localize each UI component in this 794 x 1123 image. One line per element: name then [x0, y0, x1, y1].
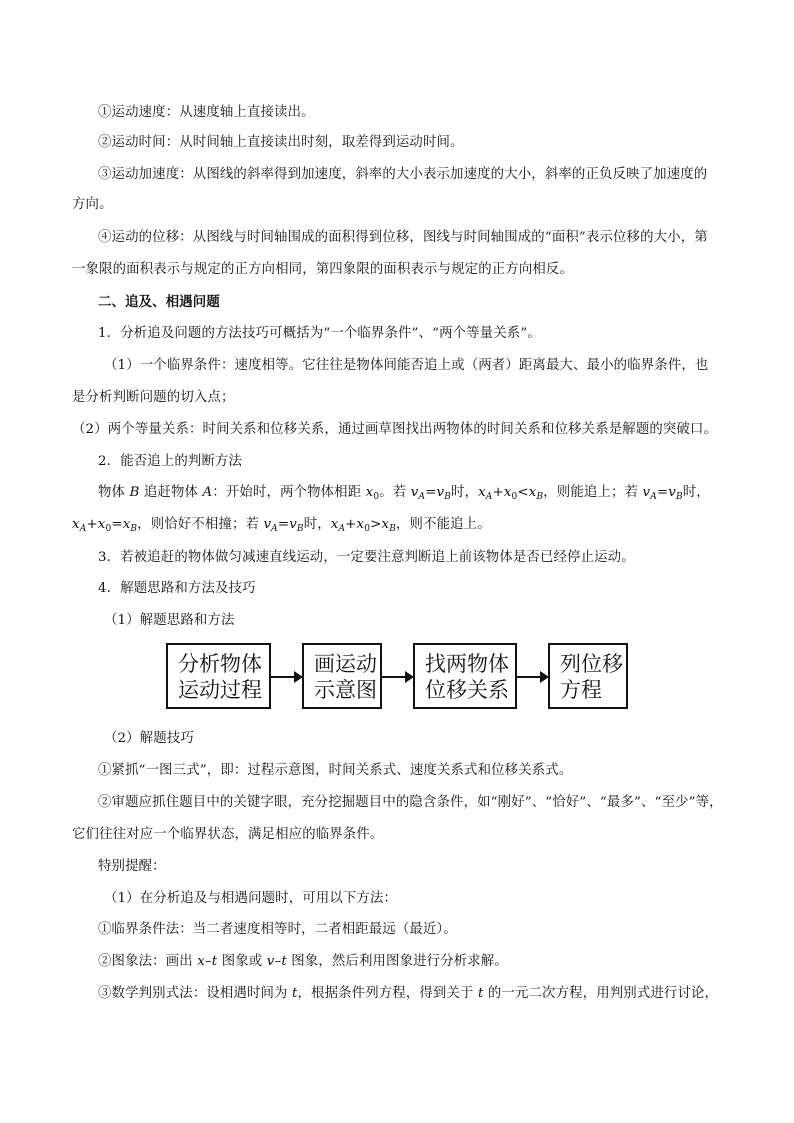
section-heading: 二、追及、相遇问题 — [98, 294, 220, 310]
flow-box-text-line2: 位移关系 — [425, 678, 509, 702]
flow-box-text-line2: 示意图 — [314, 678, 377, 702]
flow-box-text-line1: 画运动 — [314, 652, 377, 676]
special-tip-heading: 特别提醒： — [98, 859, 166, 874]
item-3: 3．若被追赶的物体做匀减速直线运动，一定要注意判断追上前该物体是否已经停止运动。 — [98, 550, 635, 565]
flow-arrow-1 — [271, 676, 301, 678]
item-4: 4．解题思路和方法及技巧 — [98, 581, 256, 596]
chase-condition-line1: 物体 B 追赶物体 A：开始时，两个物体相距 $x_0$。若 $v_A=v_B$时，$x_A+x_0<x_B$，则能追上；若 $v_A=v_B$时， — [98, 485, 710, 502]
flow-box-text-line2: 运动过程 — [178, 678, 262, 702]
item-2: 2．能否追上的判断方法 — [98, 454, 243, 469]
paragraph-acceleration-line2: 方向。 — [72, 197, 113, 212]
item-1-1-line2: 是分析判断问题的切入点； — [72, 390, 235, 405]
tip-1: （1）在分析追及与相遇问题时，可用以下方法： — [104, 891, 398, 906]
paragraph-displacement-line2: 一象限的面积表示与规定的正方向相同，第四象限的面积表示与规定的正方向相反。 — [72, 262, 574, 277]
item-4-2: （2）解题技巧 — [104, 731, 194, 746]
flow-box-text-line1: 分析物体 — [178, 652, 262, 676]
method-graph: ②图象法：画出 x–t 图象或 v–t 图象，然后利用图象进行分析求解。 — [98, 954, 508, 969]
method-critical: ①临界条件法：当二者速度相等时，二者相距最远（最近）。 — [98, 922, 457, 937]
flow-box-text-line1: 找两物体 — [425, 652, 509, 676]
flow-box-analyze-motion — [166, 643, 271, 709]
method-discriminant: ③数学判别式法：设相遇时间为 t，根据条件列方程，得到关于 t 的一元二次方程，用判别式进行讨论， — [98, 986, 719, 1001]
flow-arrow-2 — [382, 676, 412, 678]
flow-arrow-3 — [517, 676, 547, 678]
paragraph-time: ②运动时间：从时间轴上直接读出时刻，取差得到运动时间。 — [98, 135, 464, 150]
technique-2-line2: 它们往往对应一个临界状态，满足相应的临界条件。 — [72, 827, 384, 842]
paragraph-displacement-line1: ④运动的位移：从图线与时间轴围成的面积得到位移，图线与时间轴围成的“面积”表示位移的大小，第 — [98, 230, 708, 245]
technique-2-line1: ②审题应抓住题目中的关键字眼，充分挖掘题目中的隐含条件，如“刚好”、“恰好”、“最多”、“至少”等， — [98, 795, 723, 810]
flow-box-text-line1: 列位移 — [560, 652, 623, 676]
paragraph-velocity: ①运动速度：从速度轴上直接读出。 — [98, 105, 315, 120]
chase-condition-line2: $x_A+x_0=x_B$，则恰好不相撞；若 $v_A=v_B$时，$x_A+x_0>x_B$，则不能追上。 — [72, 517, 491, 534]
flow-box-text-line2: 方程 — [560, 678, 602, 702]
item-4-1: （1）解题思路和方法 — [104, 613, 235, 628]
technique-1: ①紧抓“一图三式”，即：过程示意图，时间关系式、速度关系式和位移关系式。 — [98, 763, 573, 778]
paragraph-acceleration-line1: ③运动加速度：从图线的斜率得到加速度，斜率的大小表示加速度的大小，斜率的正负反映了加速度的 — [98, 167, 708, 182]
solution-flowchart — [166, 643, 628, 713]
item-1: 1．分析追及问题的方法技巧可概括为“一个临界条件”、“两个等量关系”。 — [98, 326, 541, 341]
item-1-2: （2）两个等量关系：时间关系和位移关系，通过画草图找出两物体的时间关系和位移关系是解题的突破口。 — [72, 422, 718, 437]
flow-box-write-equation — [548, 643, 628, 709]
item-1-1-line1: （1）一个临界条件：速度相等。它往往是物体间能否追上或（两者）距离最大、最小的临界条件，也 — [104, 358, 709, 373]
flow-box-find-relation — [413, 643, 517, 709]
flow-box-draw-diagram — [302, 643, 382, 709]
